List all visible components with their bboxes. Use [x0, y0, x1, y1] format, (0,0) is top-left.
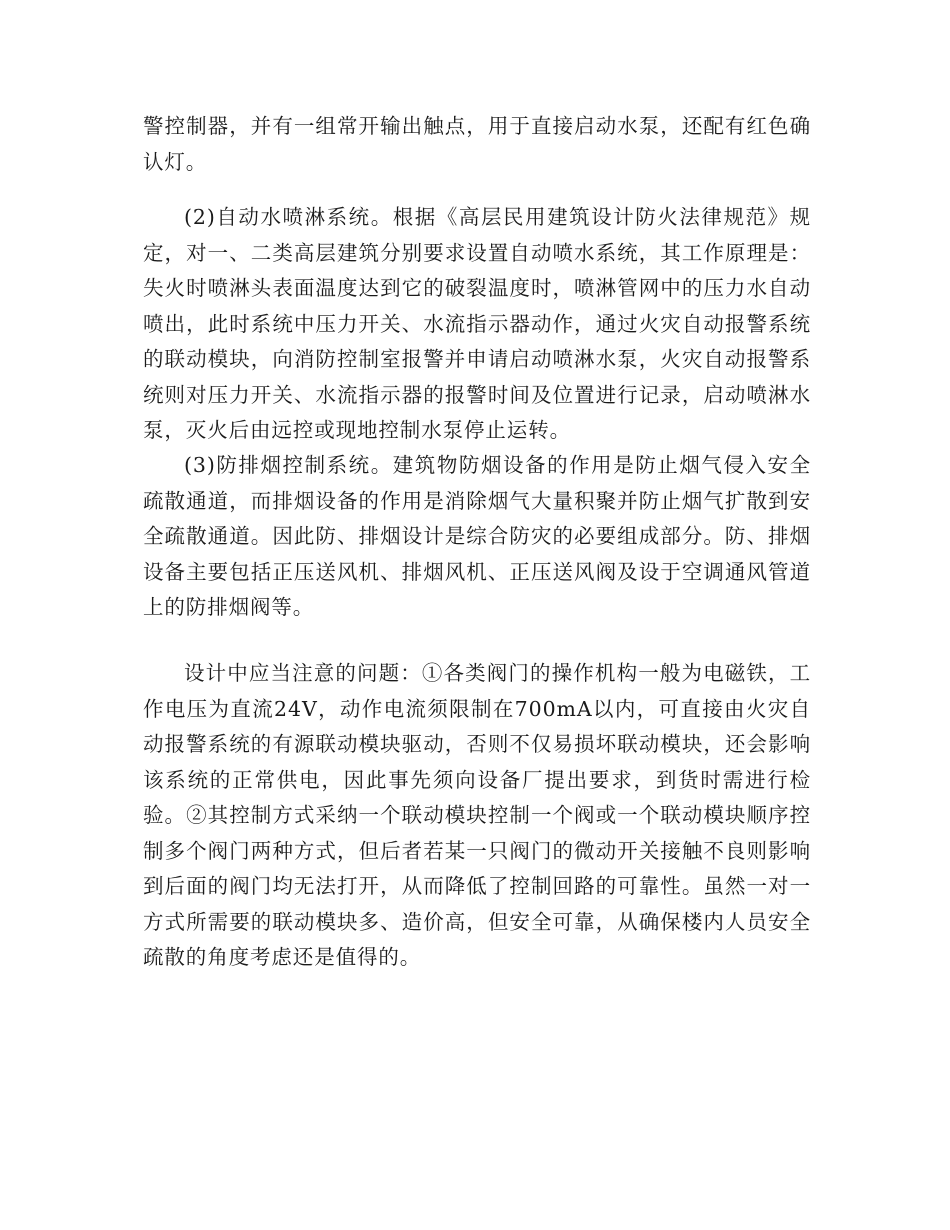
paragraph-smoke-control-system: (3)防排烟控制系统。建筑物防烟设备的作用是防止烟气侵入安全疏散通道，而排烟设备的作用是消除烟气大量积聚并防止烟气扩散到安全疏散通道。因此防、排烟设计是综合防灾的必要组成部分。防、排烟设备主要包括正压送风机、排烟风机、正压送风阀及设于空调通风管道上的防排烟阀等。 [143, 453, 811, 619]
paragraph-design-considerations: 设计中应当注意的问题：①各类阀门的操作机构一般为电磁铁，工作电压为直流24V，动作电流须限制在700mA以内，可直接由火灾自动报警系统的有源联动模块驱动，否则不仅易损坏联动模块，还会影响该系统的正常供电，因此事先须向设备厂提出要求，到货时需进行检验。②其控制方式采纳一个联动模块控制一个阀或一个联动模块顺序控制多个阀门两种方式，但后者若某一只阀门的微动开关接触不良则影响到后面的阀门均无法打开，从而降低了控制回路的可靠性。虽然一对一方式所需要的联动模块多、造价高，但安全可靠，从确保楼内人员安全疏散的角度考虑还是值得的。 [143, 661, 811, 969]
paragraph-fire-pump-continuation: 警控制器，并有一组常开输出触点，用于直接启动水泵，还配有红色确认灯。 [143, 114, 811, 174]
paragraph-sprinkler-system: (2)自动水喷淋系统。根据《高层民用建筑设计防火法律规范》规定，对一、二类高层建筑分别要求设置自动喷水系统，其工作原理是：失火时喷淋头表面温度达到它的破裂温度时，喷淋管网中的压力水自动喷出，此时系统中压力开关、水流指示器动作，通过火灾自动报警系统的联动模块，向消防控制室报警并申请启动喷淋水泵，火灾自动报警系统则对压力开关、水流指示器的报警时间及位置进行记录，启动喷淋水泵，灭火后由远控或现地控制水泵停止运转。 [143, 205, 811, 442]
